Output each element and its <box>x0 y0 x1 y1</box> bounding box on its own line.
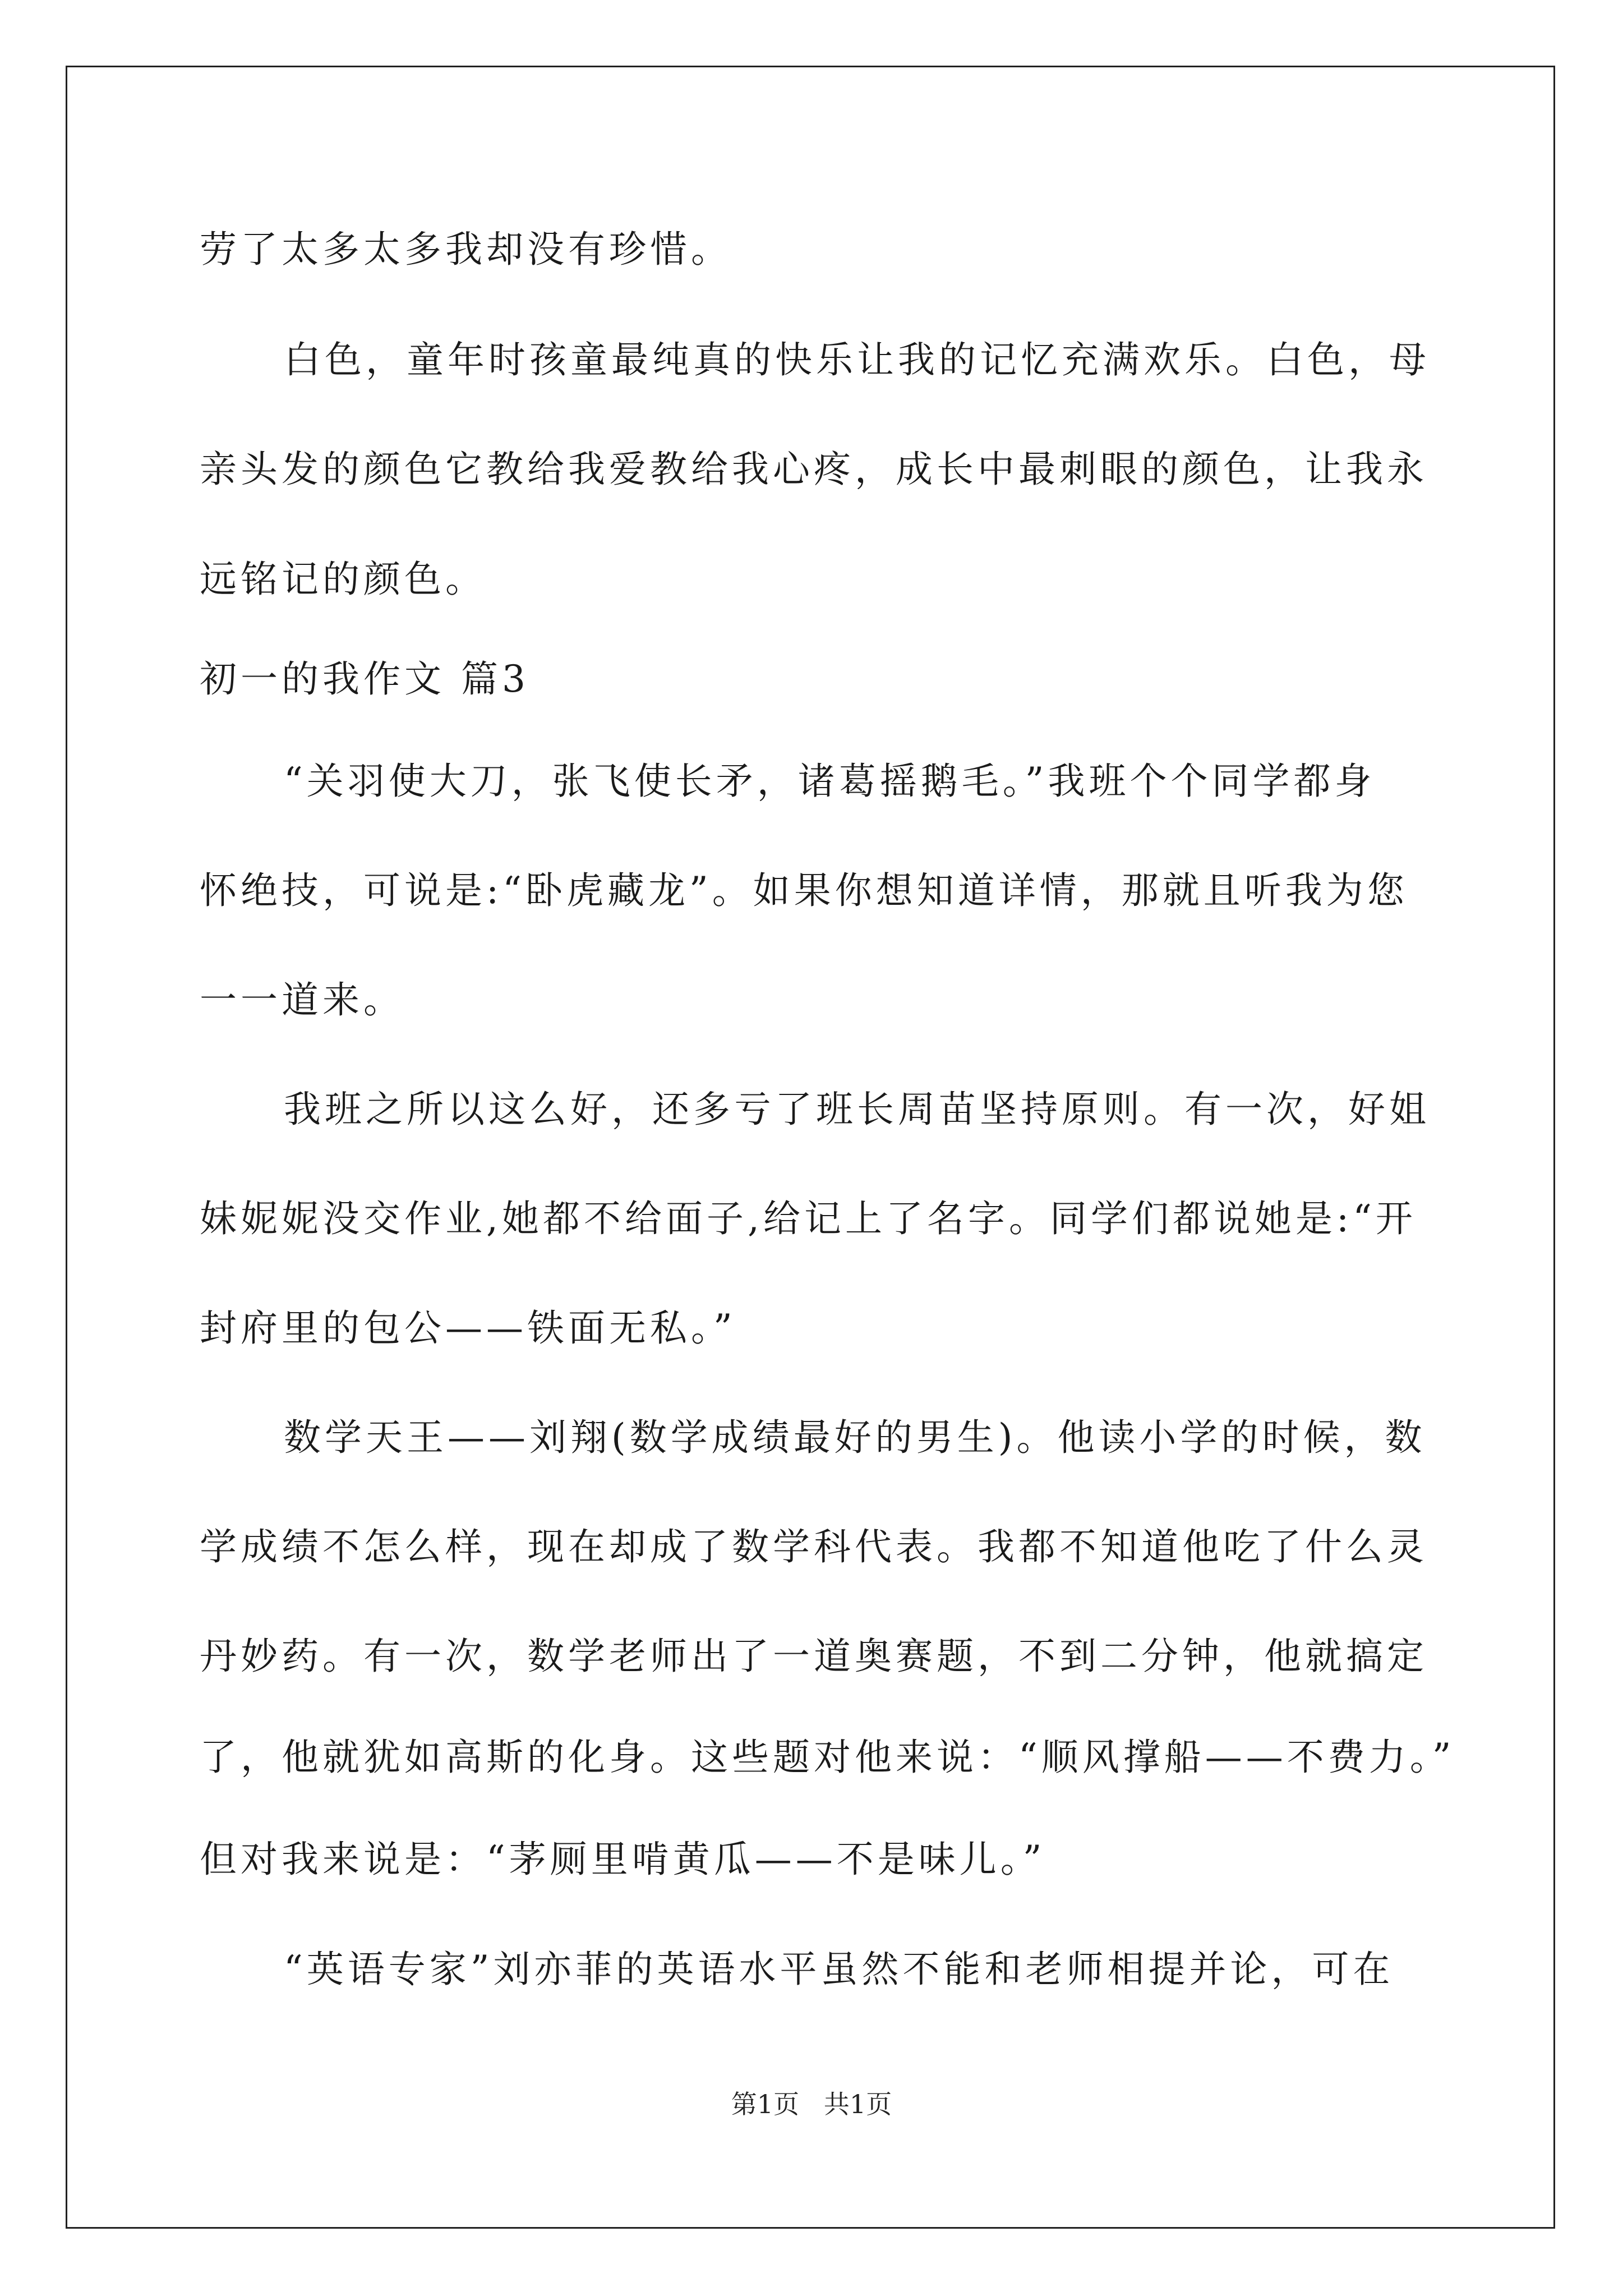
paragraph-line: “关羽使大刀，张飞使长矛，诸葛摇鹅毛。”我班个个同学都身 <box>284 760 1376 803</box>
text-line: 亲头发的颜色它教给我爱教给我心疼，成长中最刺眼的颜色，让我永 <box>200 448 1428 491</box>
paragraph-line: 我班之所以这么好，还多亏了班长周苗坚持原则。有一次，好姐 <box>284 1088 1430 1131</box>
text-line: 远铭记的颜色。 <box>200 558 486 601</box>
text-line: 一一道来。 <box>200 978 404 1022</box>
text-line: 学成绩不怎么样，现在却成了数学科代表。我都不知道他吃了什么灵 <box>200 1525 1428 1568</box>
text-line: 但对我来说是：“茅厕里啃黄瓜——不是味儿。” <box>200 1838 1046 1881</box>
text-line: 劳了太多太多我却没有珍惜。 <box>200 228 732 271</box>
section-heading: 初一的我作文 篇3 <box>200 657 529 701</box>
text-line: 丹妙药。有一次，数学老师出了一道奥赛题，不到二分钟，他就搞定 <box>200 1635 1428 1678</box>
text-line: 怀绝技，可说是:“卧虎藏龙”。如果你想知道详情，那就且听我为您 <box>200 869 1408 912</box>
text-line: 封府里的包公——铁面无私。” <box>200 1306 736 1350</box>
text-line: 了，他就犹如高斯的化身。这些题对他来说：“顺风撑船——不费力。” <box>200 1736 1455 1779</box>
paragraph-line: 白色，童年时孩童最纯真的快乐让我的记忆充满欢乐。白色，母 <box>284 338 1430 381</box>
page-number-footer: 第1页 共1页 <box>731 2089 892 2119</box>
paragraph-line: “英语专家”刘亦菲的英语水平虽然不能和老师相提并论，可在 <box>284 1948 1394 1991</box>
paragraph-line: 数学天王——刘翔(数学成绩最好的男生)。他读小学的时候，数 <box>284 1416 1426 1459</box>
text-line: 妹妮妮没交作业,她都不给面子,给记上了名字。同学们都说她是:“开 <box>200 1197 1417 1240</box>
page-border <box>66 66 1555 2229</box>
